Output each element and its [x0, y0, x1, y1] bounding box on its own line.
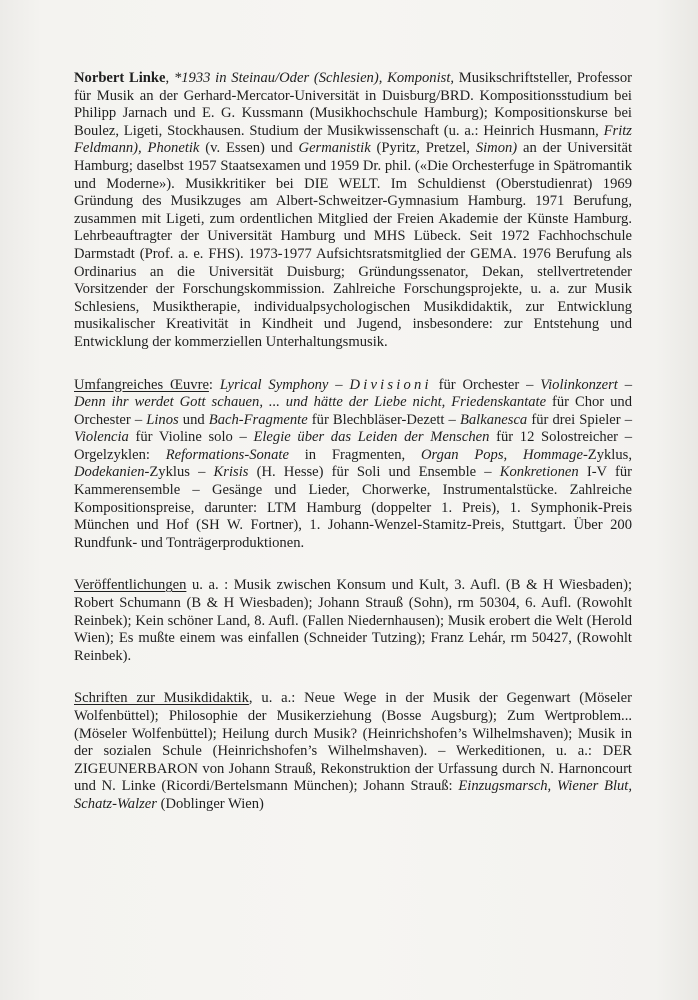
oeuvre-paragraph — [74, 377, 632, 553]
biography-text: an der Universität Hamburg; daselbst 1957 Staatsexamen und 1959 Dr. phil. («Die Orchesterfuge in Spätromantik und Moderne»). Musikkritiker bei DIE WELT. Im Schuldienst (Oberstudienrat) 1969 Gründung des Musikzuges am Albert-Schweitzer-Gymnasium Hamburg. 1971 Berufung, zusammen mit Ligeti, zum ordentlichen Mitglied der Freien Akademie der Künste Hamburg. Lehrbeauftragter der Universität Hamburg und MHS Lübeck. Seit 1972 Fachhochschule Darmstadt (Prof. a. e. FHS). 1973-1977 Aufsichtsratsmitglied der GEMA. 1976 Berufung als Ordinarius an die Universität Duisburg; Gründungssenator, Dekan, stellvertretender Vorsitzender der Forschungskommission. Zahlreiche Forschungsprojekte, u. a. zur Musik Schlesiens, Musiktherapie, individualpsychologischen Musikdidaktik, zur Entwicklung musikalischer Kreativität in Kindheit und Jugend, insbesondere: zur Entstehung und Entwicklung der kommerziellen Unterhaltungsmusik. — [74, 140, 633, 350]
work-title: Bach-Fragmente — [208, 411, 308, 428]
work-title: Krisis — [213, 464, 249, 481]
publications-heading: Veröffentlichungen — [74, 577, 187, 594]
writings-text: (Doblinger Wien) — [156, 795, 264, 812]
oeuvre-text: in Fragmenten, — [288, 446, 421, 463]
biography-paragraph — [74, 70, 632, 352]
oeuvre-text: -Zyklus – — [144, 464, 214, 481]
work-title: Konkretionen — [499, 464, 579, 481]
separator: , — [165, 70, 174, 86]
biography-text: Musikschriftsteller, Professor für Musik an der Gerhard-Mercator-Universität in Duisburg/BRD. Kompositionsstudium bei Philipp Jarnach und E. G. Kussmann (Musikhochschule Hamburg); Kompositionskurse bei Boulez, Ligeti, Stockhausen. Studium der Musikwissenschaft (u. a.: Heinrich Husmann, — [74, 70, 632, 139]
work-title: Divisioni — [349, 376, 432, 393]
separator: : — [208, 376, 220, 393]
work-title: Elegie über das Leiden der Menschen — [253, 429, 490, 446]
person-name: Norbert Linke — [74, 70, 166, 86]
work-title: Organ Pops, Hommage — [420, 446, 583, 463]
work-title: Violencia — [74, 429, 129, 446]
work-title: Linos — [146, 411, 179, 428]
oeuvre-text: für Violine solo – — [128, 429, 254, 446]
oeuvre-text: für Chor und Orchester – — [74, 394, 632, 428]
writings-paragraph — [74, 690, 632, 813]
oeuvre-text: für Orchester – — [431, 376, 541, 393]
work-title: Balkanesca — [459, 411, 528, 428]
work-title: Lyrical Symphony – — [219, 376, 350, 393]
italic-fragment: Fritz Feldmann), Phonetik — [74, 122, 632, 157]
oeuvre-text: und — [178, 411, 209, 428]
italic-fragment: Simon) — [475, 140, 518, 157]
biography-text: (Pyritz, Pretzel, — [370, 140, 476, 157]
oeuvre-text: für drei Spieler – — [527, 411, 632, 428]
publications-paragraph — [74, 577, 632, 665]
oeuvre-text: I-V für Kammerensemble – Gesänge und Lieder, Chorwerke, Instrumentalstücke. Zahlreiche Kompositionspreise, darunter: LTM Hamburg (doppelter 1. Preis), 1. Symphonik-Preis München und Hof (SH W. Fortner), 1. Johann-Wenzel-Stamitz-Preis, Stuttgart. Über 200 Rundfunk- und Tonträgerproduktionen. — [74, 464, 633, 551]
publications-text: u. a. : Musik zwischen Konsum und Kult, 3. Aufl. (B & H Wiesbaden); Robert Schumann (B & H Wiesbaden); Johann Strauß (Sohn), rm 50304, 6. Aufl. (Rowohlt Reinbek); Kein schöner Land, 8. Aufl. (Fallen Niedernhausen); Musik erobert die Welt (Herold Wien); Es mußte einem was einfallen (Schneider Tutzing); Franz Lehár, rm 50427, (Rowohlt Reinbek). — [74, 577, 632, 664]
oeuvre-heading: Umfangreiches Œuvre — [74, 376, 209, 393]
writings-heading: Schriften zur Musikdidaktik — [74, 690, 249, 707]
text-block — [74, 70, 632, 839]
writings-text: , u. a.: Neue Wege in der Musik der Gegenwart (Möseler Wolfenbüttel); Philosophie der Musikerziehung (Bosse Augsburg); Zum Wertproblem...(Möseler Wolfenbüttel); Heilung durch Musik? (Heinrichshofen’s Wilhelmshaven); Musik in der sozialen Schule (Heinrichshofen’s Wilhelmshaven). – Werkeditionen, u. a.: DER ZIGEUNERBARON von Johann Strauß, Rekonstruktion der Urfassung durch N. Harnoncourt und N. Linke (Ricordi/Bertelsmann München); Johann Strauß: — [74, 690, 632, 795]
work-title: Einzugsmarsch, Wiener Blut, Schatz-Walzer — [74, 778, 632, 812]
italic-fragment: Germanistik — [298, 140, 371, 157]
oeuvre-text: -Zyklus, — [582, 446, 632, 463]
work-title: Dodekanien — [74, 464, 145, 481]
work-title: Violinkonzert – Denn ihr werdet Gott schauen, ... und hätte der Liebe nicht, Friedenskantate — [74, 376, 632, 411]
oeuvre-text: (H. Hesse) für Soli und Ensemble – — [248, 464, 500, 481]
work-title: Reformations-Sonate — [165, 446, 289, 463]
birth-info: *1933 in Steinau/Oder (Schlesien), Komponist, — [173, 70, 455, 86]
biography-text: (v. Essen) und — [199, 140, 299, 157]
oeuvre-text: für 12 Solostreicher – Orgelzyklen: — [74, 429, 632, 463]
oeuvre-text: für Blechbläser-Dezett – — [307, 411, 460, 428]
